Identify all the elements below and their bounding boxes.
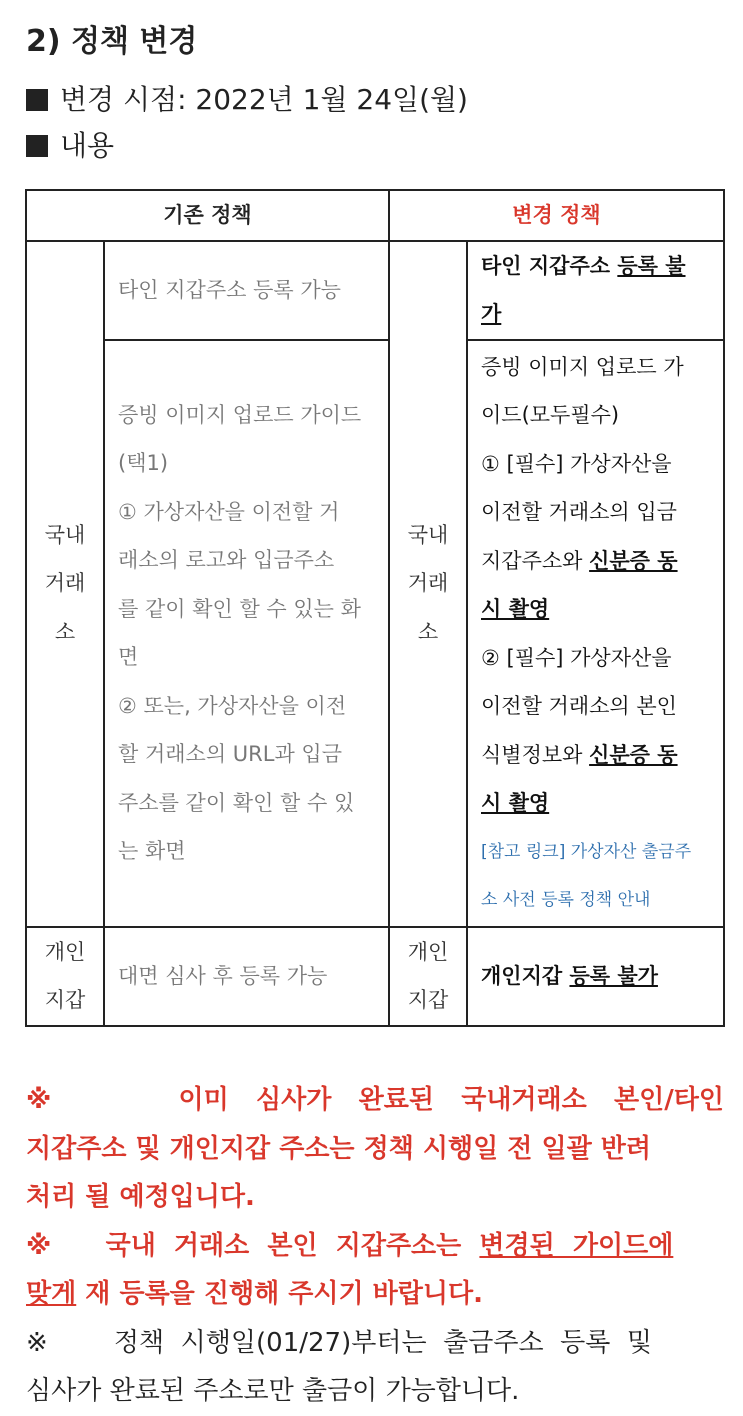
table-row <box>26 927 724 1026</box>
new-address-policy: 타인 지갑주소 등록 불 가 <box>467 241 724 340</box>
old-guide-policy: 증빙 이미지 업로드 가이드 (택1) ① 가상자산을 이전할 거 래소의 로고와 입금주소 를 같이 확인 할 수 있는 화 면 ② 또는, 가상자산을 이전 할 거래소의 URL과 입금 주소를 같이 확인 할 수 있 는 화면 <box>104 340 389 927</box>
content-label: 내용 <box>60 129 115 162</box>
table-row <box>26 340 724 927</box>
content-label-line <box>26 124 114 164</box>
old-address-policy: 타인 지갑주소 등록 가능 <box>104 241 389 340</box>
old-personal-policy: 대면 심사 후 등록 가능 <box>104 927 389 1026</box>
table-row <box>26 241 724 340</box>
square-bullet-icon <box>26 135 48 157</box>
square-bullet-icon <box>26 89 48 111</box>
change-date-line <box>26 78 468 118</box>
table-header-row <box>26 190 724 241</box>
policy-table <box>25 189 725 1027</box>
row-label-domestic-new: 국내 거래 소 <box>389 241 467 927</box>
row-label-personal-new: 개인 지갑 <box>389 927 467 1026</box>
row-label-personal: 개인 지갑 <box>26 927 104 1026</box>
change-date: 변경 시점: 2022년 1월 24일(월) <box>60 83 468 116</box>
reference-link-cont[interactable]: 소 사전 등록 정책 안내 <box>481 889 651 910</box>
new-guide-policy: 증빙 이미지 업로드 가 이드(모두필수) ① [필수] 가상자산을 이전할 거래소의 입금 지갑주소와 신분증 동 시 촬영 ② [필수] 가상자산을 이전할 거래소의 본인 식별정보와 신분증 동 시 촬영 [참고 링크] 가상자산 출금주 소 사전 등록 정책 안내 <box>467 340 724 927</box>
notice-2: ※ 국내 거래소 본인 지갑주소는 변경된 가이드에 맞게 재 등록을 진행해 주시기 바랍니다. <box>26 1230 674 1309</box>
header-old-policy: 기존 정책 <box>26 190 389 241</box>
notice-1: ※ 이미 심사가 완료된 국내거래소 본인/타인 지갑주소 및 개인지갑 주소는 정책 시행일 전 일괄 반려 처리 될 예정입니다. <box>26 1085 724 1212</box>
reference-link[interactable]: [참고 링크] 가상자산 출금주 <box>481 841 692 862</box>
notice-3: ※ 정책 시행일(01/27)부터는 출금주소 등록 및 심사가 완료된 주소로만 출금이 가능합니다. <box>26 1327 652 1406</box>
notice-section <box>26 1076 724 1416</box>
new-personal-policy: 개인지갑 등록 불가 <box>467 927 724 1026</box>
row-label-domestic: 국내 거래 소 <box>26 241 104 927</box>
section-heading: 2) 정책 변경 <box>26 24 198 59</box>
header-new-policy: 변경 정책 <box>389 190 724 241</box>
